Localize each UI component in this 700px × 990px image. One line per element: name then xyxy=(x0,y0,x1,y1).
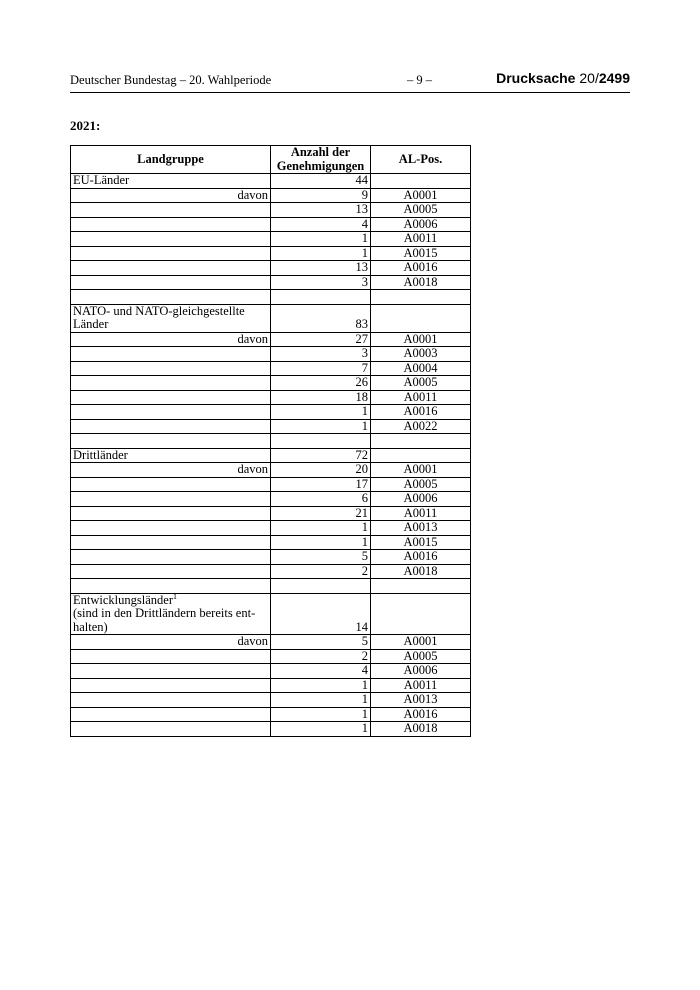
empty-cell xyxy=(71,275,271,290)
table-row xyxy=(71,463,471,478)
table-row xyxy=(71,492,471,507)
document-label: Drucksache xyxy=(496,70,576,86)
empty-cell xyxy=(71,693,271,708)
group-name-line: Länder xyxy=(73,317,109,331)
document-number-prefix: 20/ xyxy=(579,70,599,86)
empty-cell xyxy=(71,290,271,305)
count-cell: 9 xyxy=(271,188,371,203)
empty-cell xyxy=(71,707,271,722)
empty-cell xyxy=(371,434,471,449)
count-cell: 7 xyxy=(271,361,371,376)
table-row xyxy=(71,535,471,550)
count-cell: 27 xyxy=(271,332,371,347)
empty-cell xyxy=(71,564,271,579)
count-cell: 1 xyxy=(271,246,371,261)
group-name-line: NATO- und NATO-gleichgestellte xyxy=(73,303,245,318)
empty-cell xyxy=(71,217,271,232)
count-cell: 4 xyxy=(271,664,371,679)
al-pos-cell: A0005 xyxy=(371,376,471,391)
empty-cell xyxy=(71,390,271,405)
group-row xyxy=(71,593,471,635)
group-total: 83 xyxy=(271,304,371,332)
al-pos-cell: A0011 xyxy=(371,678,471,693)
page-header xyxy=(70,70,630,93)
table-body xyxy=(71,174,471,737)
al-pos-cell: A0001 xyxy=(371,463,471,478)
footnote-marker: 1 xyxy=(172,591,177,601)
empty-cell xyxy=(271,579,371,594)
empty-cell xyxy=(71,506,271,521)
header-landgruppe: Landgruppe xyxy=(71,146,271,174)
spacer-row xyxy=(71,579,471,594)
empty-cell xyxy=(71,477,271,492)
al-pos-cell: A0011 xyxy=(371,232,471,247)
group-total: 72 xyxy=(271,448,371,463)
empty-cell xyxy=(71,579,271,594)
table-row xyxy=(71,722,471,737)
count-cell: 3 xyxy=(271,275,371,290)
table-row xyxy=(71,564,471,579)
al-pos-cell: A0001 xyxy=(371,332,471,347)
al-pos-cell: A0016 xyxy=(371,261,471,276)
table-row xyxy=(71,506,471,521)
al-pos-cell: A0015 xyxy=(371,535,471,550)
empty-cell xyxy=(71,722,271,737)
count-cell: 2 xyxy=(271,564,371,579)
davon-label: davon xyxy=(71,332,271,347)
document-number-value: 2499 xyxy=(598,70,630,86)
table-row xyxy=(71,332,471,347)
group-name-line: halten) xyxy=(73,619,108,634)
approvals-table xyxy=(70,145,471,737)
count-cell: 2 xyxy=(271,649,371,664)
al-pos-cell: A0016 xyxy=(371,550,471,565)
table-row xyxy=(71,693,471,708)
count-cell: 5 xyxy=(271,635,371,650)
count-cell: 17 xyxy=(271,477,371,492)
table-row xyxy=(71,376,471,391)
count-cell: 1 xyxy=(271,707,371,722)
al-pos-cell: A0016 xyxy=(371,707,471,722)
al-pos-cell: A0006 xyxy=(371,217,471,232)
table-row xyxy=(71,361,471,376)
table-header-row xyxy=(71,146,471,174)
count-cell: 13 xyxy=(271,203,371,218)
table-row xyxy=(71,550,471,565)
empty-cell xyxy=(71,678,271,693)
al-pos-cell: A0006 xyxy=(371,664,471,679)
group-al-pos xyxy=(371,448,471,463)
header-anzahl: Anzahl der Genehmigungen xyxy=(271,146,371,174)
empty-cell xyxy=(71,203,271,218)
count-cell: 1 xyxy=(271,419,371,434)
al-pos-cell: A0003 xyxy=(371,347,471,362)
empty-cell xyxy=(71,434,271,449)
count-cell: 1 xyxy=(271,722,371,737)
group-name: Drittländer xyxy=(71,448,271,463)
table-row xyxy=(71,707,471,722)
al-pos-cell: A0006 xyxy=(371,492,471,507)
empty-cell xyxy=(271,434,371,449)
empty-cell xyxy=(71,232,271,247)
davon-label: davon xyxy=(71,188,271,203)
table-row xyxy=(71,664,471,679)
al-pos-cell: A0005 xyxy=(371,649,471,664)
count-cell: 6 xyxy=(271,492,371,507)
empty-cell xyxy=(71,405,271,420)
count-cell: 1 xyxy=(271,678,371,693)
al-pos-cell: A0001 xyxy=(371,188,471,203)
table-row xyxy=(71,635,471,650)
empty-cell xyxy=(71,376,271,391)
al-pos-cell: A0018 xyxy=(371,275,471,290)
empty-cell xyxy=(71,550,271,565)
al-pos-cell: A0013 xyxy=(371,521,471,536)
count-cell: 13 xyxy=(271,261,371,276)
spacer-row xyxy=(71,290,471,305)
empty-cell xyxy=(71,261,271,276)
page-number: – 9 – xyxy=(407,73,432,87)
al-pos-cell: A0018 xyxy=(371,722,471,737)
empty-cell xyxy=(71,347,271,362)
count-cell: 1 xyxy=(271,521,371,536)
table-row xyxy=(71,232,471,247)
count-cell: 5 xyxy=(271,550,371,565)
empty-cell xyxy=(71,535,271,550)
empty-cell xyxy=(71,361,271,376)
group-row xyxy=(71,448,471,463)
group-name xyxy=(71,593,271,635)
table-row xyxy=(71,390,471,405)
group-al-pos xyxy=(371,174,471,189)
group-name-line: (sind in den Drittländern bereits ent- xyxy=(73,606,256,620)
al-pos-cell: A0004 xyxy=(371,361,471,376)
group-total: 44 xyxy=(271,174,371,189)
al-pos-cell: A0018 xyxy=(371,564,471,579)
group-row xyxy=(71,174,471,189)
group-al-pos xyxy=(371,304,471,332)
table-row xyxy=(71,649,471,664)
empty-cell xyxy=(371,579,471,594)
empty-cell xyxy=(71,246,271,261)
al-pos-cell: A0011 xyxy=(371,390,471,405)
table-row xyxy=(71,217,471,232)
empty-cell xyxy=(371,290,471,305)
al-pos-cell: A0016 xyxy=(371,405,471,420)
group-row xyxy=(71,304,471,332)
count-cell: 4 xyxy=(271,217,371,232)
davon-label: davon xyxy=(71,463,271,478)
count-cell: 3 xyxy=(271,347,371,362)
count-cell: 1 xyxy=(271,232,371,247)
table-row xyxy=(71,347,471,362)
count-cell: 1 xyxy=(271,405,371,420)
table-row xyxy=(71,203,471,218)
group-total: 14 xyxy=(271,593,371,635)
spacer-row xyxy=(71,434,471,449)
empty-cell xyxy=(71,664,271,679)
empty-cell xyxy=(71,492,271,507)
table-row xyxy=(71,261,471,276)
count-cell: 1 xyxy=(271,535,371,550)
count-cell: 18 xyxy=(271,390,371,405)
count-cell: 20 xyxy=(271,463,371,478)
group-name-line: Entwicklungsländer xyxy=(73,592,173,607)
count-cell: 26 xyxy=(271,376,371,391)
table-row xyxy=(71,477,471,492)
al-pos-cell: A0022 xyxy=(371,419,471,434)
table-row xyxy=(71,246,471,261)
year-heading: 2021: xyxy=(70,118,101,133)
empty-cell xyxy=(71,649,271,664)
table-row xyxy=(71,521,471,536)
table-row xyxy=(71,678,471,693)
group-name: EU-Länder xyxy=(71,174,271,189)
al-pos-cell: A0005 xyxy=(371,477,471,492)
group-al-pos xyxy=(371,593,471,635)
al-pos-cell: A0013 xyxy=(371,693,471,708)
al-pos-cell: A0001 xyxy=(371,635,471,650)
document-number xyxy=(496,70,630,86)
table-row xyxy=(71,419,471,434)
al-pos-cell: A0015 xyxy=(371,246,471,261)
count-cell: 1 xyxy=(271,693,371,708)
empty-cell xyxy=(71,521,271,536)
header-publisher: Deutscher Bundestag – 20. Wahlperiode xyxy=(70,73,272,87)
table-row xyxy=(71,405,471,420)
table-row xyxy=(71,188,471,203)
group-name xyxy=(71,304,271,332)
empty-cell xyxy=(271,290,371,305)
davon-label: davon xyxy=(71,635,271,650)
count-cell: 21 xyxy=(271,506,371,521)
table-row xyxy=(71,275,471,290)
al-pos-cell: A0011 xyxy=(371,506,471,521)
al-pos-cell: A0005 xyxy=(371,203,471,218)
header-al-pos: AL-Pos. xyxy=(371,146,471,174)
empty-cell xyxy=(71,419,271,434)
